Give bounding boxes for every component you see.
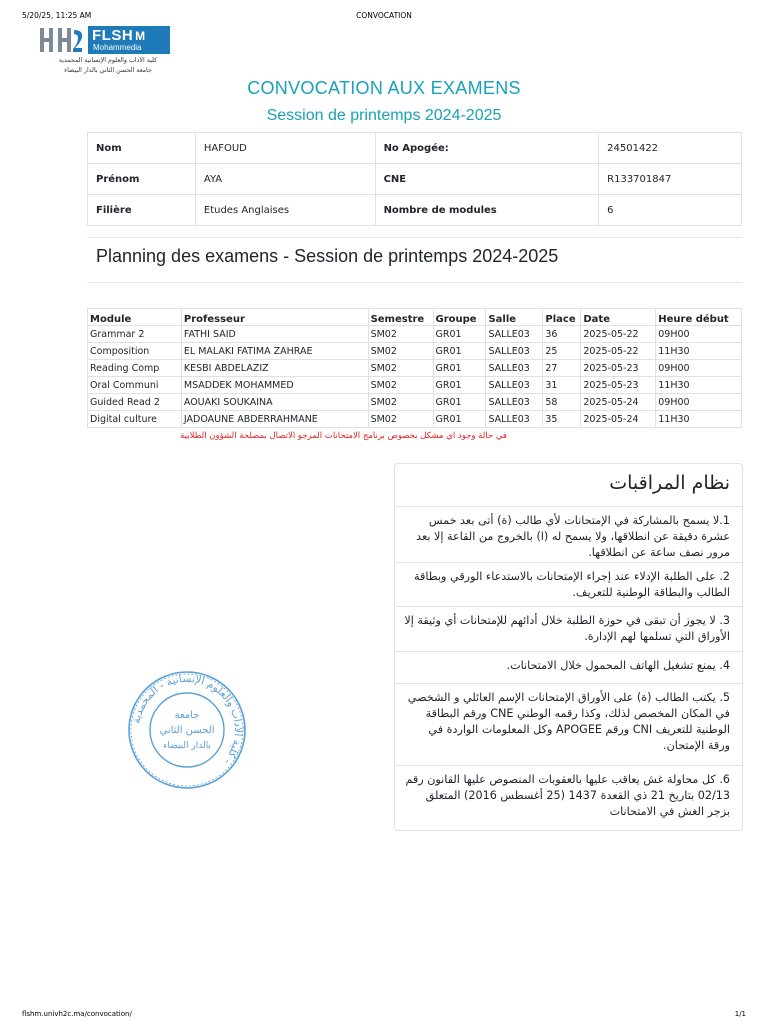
print-timestamp: 5/20/25, 11:25 AM xyxy=(22,11,92,20)
student-info-table xyxy=(87,132,742,226)
table-row xyxy=(88,411,742,428)
cell-groupe: GR01 xyxy=(433,377,486,394)
table-row xyxy=(88,195,742,226)
nom-label: Nom xyxy=(88,133,196,164)
apogee-value: 24501422 xyxy=(599,133,742,164)
divider xyxy=(87,237,742,238)
table-row xyxy=(88,360,742,377)
cell-date: 2025-05-23 xyxy=(581,360,656,377)
col-header-heure: Heure début xyxy=(656,309,742,326)
stamp-center-line-3: بالدار البيضاء xyxy=(163,741,211,751)
table-header-row xyxy=(88,309,742,326)
cell-semestre: SM02 xyxy=(368,360,433,377)
cell-semestre: SM02 xyxy=(368,326,433,343)
rules-title: نظام المراقبات xyxy=(395,464,742,507)
cell-date: 2025-05-24 xyxy=(581,411,656,428)
cell-salle: SALLE03 xyxy=(486,343,543,360)
col-header-salle: Salle xyxy=(486,309,543,326)
cell-groupe: GR01 xyxy=(433,394,486,411)
table-row xyxy=(88,326,742,343)
cell-professeur: KESBI ABDELAZIZ xyxy=(181,360,368,377)
cell-groupe: GR01 xyxy=(433,343,486,360)
exam-schedule-table xyxy=(87,308,742,428)
cell-heure: 11H30 xyxy=(656,377,742,394)
rule-item: 3. لا يجوز أن تبقى في حوزة الطلبة خلال أدائهم للإمتحانات أي وثيقة إلا الأوراق التي تسلمها لهم الإدارة. xyxy=(395,607,742,652)
cell-salle: SALLE03 xyxy=(486,411,543,428)
filiere-value: Etudes Anglaises xyxy=(195,195,375,226)
university-name-arabic: جامعة الحسن الثاني بالدار البيضاء xyxy=(64,67,152,74)
cell-groupe: GR01 xyxy=(433,360,486,377)
cell-professeur: JADOAUNE ABDERRAHMANE xyxy=(181,411,368,428)
cell-module: Digital culture xyxy=(88,411,182,428)
cell-date: 2025-05-22 xyxy=(581,326,656,343)
cell-semestre: SM02 xyxy=(368,377,433,394)
cell-groupe: GR01 xyxy=(433,326,486,343)
filiere-label: Filière xyxy=(88,195,196,226)
cell-salle: SALLE03 xyxy=(486,394,543,411)
cne-label: CNE xyxy=(375,164,599,195)
brand-sub: Mohammedia xyxy=(93,43,142,52)
stamp-center-line-2: الحسن الثاني xyxy=(159,725,215,736)
col-header-module: Module xyxy=(88,309,182,326)
exam-rules-card xyxy=(394,463,743,831)
cell-place: 31 xyxy=(543,377,581,394)
cell-module: Composition xyxy=(88,343,182,360)
modules-value: 6 xyxy=(599,195,742,226)
cell-semestre: SM02 xyxy=(368,394,433,411)
cell-professeur: FATHI SAID xyxy=(181,326,368,343)
cell-salle: SALLE03 xyxy=(486,377,543,394)
stamp-ring-text: كلية الآداب والعلوم الإنسانية - المحمدية - xyxy=(130,672,245,767)
stamp-center-line-1: جامعة xyxy=(174,710,200,721)
cne-value: R133701847 xyxy=(599,164,742,195)
table-row xyxy=(88,394,742,411)
cell-heure: 09H00 xyxy=(656,394,742,411)
print-title: CONVOCATION xyxy=(356,11,412,20)
planning-title: Planning des examens - Session de printemps 2024-2025 xyxy=(96,246,559,266)
uh2c-logo-icon xyxy=(38,26,84,54)
cell-heure: 11H30 xyxy=(656,411,742,428)
rule-item: 2. على الطلبة الإدلاء عند إجراء الإمتحانات بالاستدعاء الورقي وبطاقة الطالب والبطاقة الوطنية للتعريف. xyxy=(395,563,742,607)
table-row xyxy=(88,164,742,195)
cell-professeur: AOUAKI SOUKAINA xyxy=(181,394,368,411)
cell-place: 36 xyxy=(543,326,581,343)
cell-place: 25 xyxy=(543,343,581,360)
cell-heure: 09H00 xyxy=(656,360,742,377)
col-header-place: Place xyxy=(543,309,581,326)
cell-salle: SALLE03 xyxy=(486,326,543,343)
cell-professeur: MSADDEK MOHAMMED xyxy=(181,377,368,394)
rule-item: 1.لا يسمح بالمشاركة في الإمتحانات لأي طالب (ة) أتى بعد خمس عشرة دقيقة عن انطلاقها، ولا يسمح له (ا) بالخروج من القاعة إلا بعد مرور نصف ساعة عن انطلاقها. xyxy=(395,507,742,563)
cell-semestre: SM02 xyxy=(368,411,433,428)
flsh-logo-box xyxy=(88,26,170,54)
divider xyxy=(87,282,742,283)
table-row xyxy=(88,343,742,360)
cell-date: 2025-05-24 xyxy=(581,394,656,411)
cell-date: 2025-05-23 xyxy=(581,377,656,394)
col-header-date: Date xyxy=(581,309,656,326)
university-logo xyxy=(38,26,178,80)
col-header-semestre: Semestre xyxy=(368,309,433,326)
page-title: CONVOCATION AUX EXAMENS xyxy=(247,78,521,98)
cell-module: Grammar 2 xyxy=(88,326,182,343)
cell-place: 27 xyxy=(543,360,581,377)
cell-place: 58 xyxy=(543,394,581,411)
faculty-name-arabic: كلية الآداب والعلوم الإنسانية المحمدية xyxy=(58,57,158,64)
print-url: flshm.univh2c.ma/convocation/ xyxy=(22,1010,132,1018)
modules-label: Nombre de modules xyxy=(375,195,599,226)
cell-module: Oral Communi xyxy=(88,377,182,394)
col-header-groupe: Groupe xyxy=(433,309,486,326)
rule-item: 6. كل محاولة غش يعاقب عليها بالعقوبات المنصوص عليها القانون رقم 02/13 بتاريخ 21 ذي القعدة 1437 (25 أغسطس 2016) المتعلق بزجر الغش في الامتحانات xyxy=(405,773,730,818)
apogee-label: No Apogée: xyxy=(375,133,599,164)
nom-value: HAFOUD xyxy=(195,133,375,164)
cell-professeur: EL MALAKI FATIMA ZAHRAE xyxy=(181,343,368,360)
print-page-number: 1/1 xyxy=(734,1010,746,1018)
cell-heure: 09H00 xyxy=(656,326,742,343)
cell-salle: SALLE03 xyxy=(486,360,543,377)
cell-heure: 11H30 xyxy=(656,343,742,360)
cell-place: 35 xyxy=(543,411,581,428)
cell-module: Guided Read 2 xyxy=(88,394,182,411)
page-subtitle: Session de printemps 2024-2025 xyxy=(266,107,502,124)
prenom-label: Prénom xyxy=(88,164,196,195)
rule-item: 4. يمنع تشغيل الهاتف المحمول خلال الامتحانات. xyxy=(395,652,742,684)
col-header-professeur: Professeur xyxy=(181,309,368,326)
student-affairs-notice: في حالة وجود اي مشكل بخصوص برنامج الامتحانات المرجو الاتصال بمصلحة الشؤون الطلابية xyxy=(180,431,507,441)
cell-module: Reading Comp xyxy=(88,360,182,377)
prenom-value: AYA xyxy=(195,164,375,195)
brand-name: FLSH M xyxy=(92,27,146,44)
cell-groupe: GR01 xyxy=(433,411,486,428)
cell-date: 2025-05-22 xyxy=(581,343,656,360)
official-stamp xyxy=(122,668,252,793)
table-row xyxy=(88,377,742,394)
cell-semestre: SM02 xyxy=(368,343,433,360)
table-row xyxy=(88,133,742,164)
rule-item: 5. يكتب الطالب (ة) على الأوراق الإمتحانات الإسم العائلي و الشخصي في المكان المخصص لذلك، وكذا رقمه الوطني CNE ورقم البطاقة الوطنية للتعريف CNI ورقم APOGEE وكل المعلومات الواردة في ورقة الإمتحان. xyxy=(395,684,742,766)
